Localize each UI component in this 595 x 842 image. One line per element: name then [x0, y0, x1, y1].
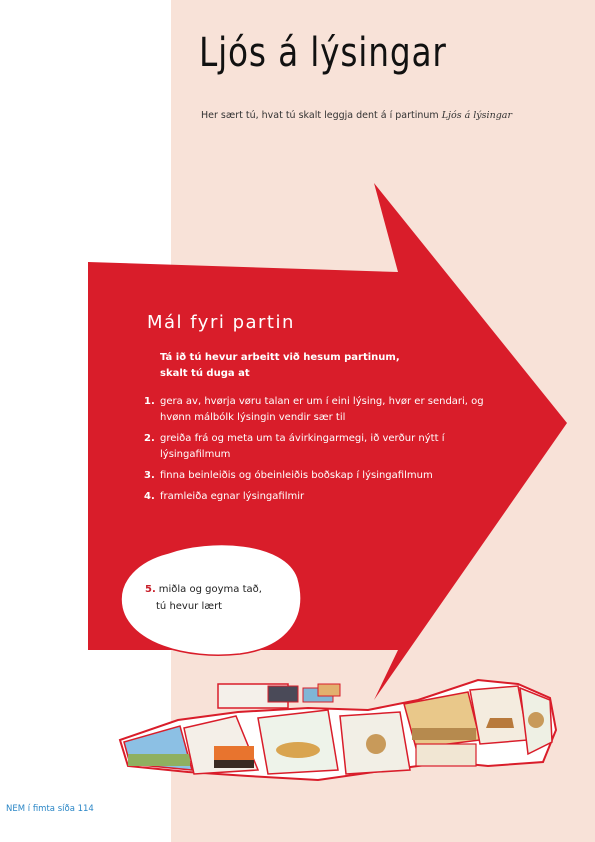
bubble-goal-number: 5. — [145, 584, 156, 595]
bubble-goal-line-1: miðla og goyma tað, — [158, 584, 262, 595]
goal-number: 2. — [144, 433, 155, 444]
goal-number: 4. — [144, 491, 155, 502]
antelope-figure — [486, 718, 514, 728]
page-title: Ljós á lýsingar — [199, 30, 447, 76]
goal-text: framleiða egnar lýsingafilmir — [160, 491, 305, 502]
bubble-goal-line-2: tú hevur lært — [156, 601, 223, 612]
goal-text: gera av, hvørja vøru talan er um í eini lýsing, hvør er sendari, og hvønn málbólk lýsingin vendir sær til — [160, 396, 484, 423]
cheetah-figure — [276, 742, 320, 758]
comic-panel-ground — [128, 754, 190, 766]
goal-text: greiða frá og meta um ta ávirkingarmegi, ið verður nýtt í lýsingafilmum — [160, 433, 445, 460]
comic-panel-antelope — [470, 686, 528, 744]
goal-number: 3. — [144, 470, 155, 481]
goals-intro: Tá ið tú hevur arbeitt við hesum partinum, skalt tú duga at — [160, 352, 400, 379]
page-footer: NEM í fimta síða 114 — [6, 804, 94, 814]
comic-panel-sunset-dark — [214, 760, 254, 768]
goals-list — [144, 394, 484, 510]
animal-figure — [528, 712, 544, 728]
subtitle-text: Her sært tú, hvat tú skalt leggja dent á í partinum — [201, 110, 439, 121]
goals-heading: Mál fyri partin — [147, 312, 295, 333]
comic-strip-illustration — [118, 670, 558, 785]
comic-panel-savanna-ground — [412, 728, 476, 740]
goal-item-2 — [144, 431, 484, 463]
comic-panel-small — [268, 686, 298, 702]
goal-item-4 — [144, 489, 484, 505]
goal-item-3 — [144, 468, 484, 484]
comic-panel-small — [318, 684, 340, 696]
person-figure — [366, 734, 386, 754]
comic-panel-lower — [416, 744, 476, 766]
goal-item-1 — [144, 394, 484, 426]
subtitle-part-name: Ljós á lýsingar — [441, 110, 512, 121]
goal-text: finna beinleiðis og óbeinleiðis boðskap í lýsingafilmum — [160, 470, 433, 481]
goal-number: 1. — [144, 396, 155, 407]
bubble-goal-item-5 — [145, 581, 295, 615]
